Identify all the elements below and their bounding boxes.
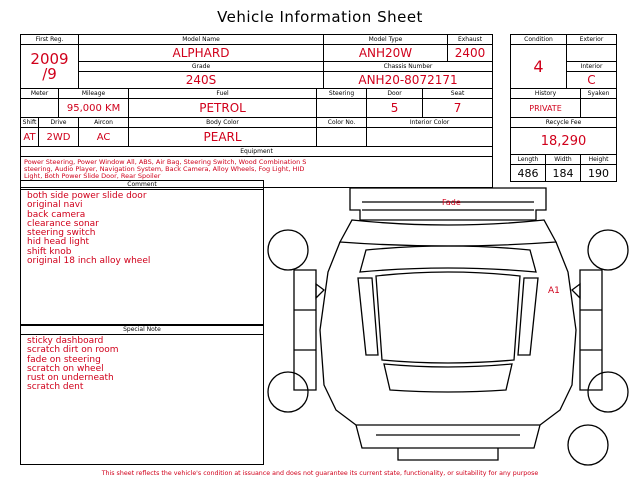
exterior-value [567,45,617,62]
special-note-label: Special Note [21,326,263,335]
width-label: Width [546,155,581,165]
first-reg-year: 2009 [30,49,69,68]
equipment-label: Equipment [21,147,493,157]
interior-color-label: Interior Color [367,118,493,128]
model-type-label: Model Type [324,35,448,45]
car-outline-diagram [266,180,640,470]
grade-label: Grade [79,62,324,72]
special-note-box [20,325,264,465]
list-item: hid head light [27,237,90,248]
list-item: steering switch [27,228,96,239]
chassis-label: Chassis Number [324,62,493,72]
mileage-value: 95,000 KM [59,99,129,118]
equipment-line: steering, Audio Player, Navigation System, Back Camera, Alloy Wheels, Fog Light, HID [24,165,305,173]
condition-table [510,34,617,89]
body-color-value: PEARL [129,128,317,147]
body-color-label: Body Color [129,118,317,128]
list-item: original 18 inch alloy wheel [27,256,151,267]
list-item: both side power slide door [27,191,147,201]
special-note-list [21,335,263,393]
damage-mark-a1: A1 [548,286,560,296]
exhaust-label: Exhaust [448,35,493,45]
vehicle-main-table [20,34,493,89]
equipment-line: Light, Both Power Slide Door, Rear Spoiler [24,172,161,180]
syaken-label: Syaken [581,89,617,99]
height-value: 190 [581,165,617,182]
meter-label: Meter [21,89,59,99]
drive-label: Drive [39,118,79,128]
exterior-label: Exterior [567,35,617,45]
recycle-fee-value: 18,290 [511,128,617,155]
list-item: original navi [27,200,83,211]
syaken-value [581,99,617,118]
aircon-label: Aircon [79,118,129,128]
condition-value: 4 [511,45,567,89]
interior-color-value [367,128,493,147]
door-value: 5 [367,99,423,118]
condition-label: Condition [511,35,567,45]
grade-value: 240S [79,72,324,89]
color-no-value [317,128,367,147]
vehicle-details-table [20,88,493,188]
comment-list [21,190,263,266]
comment-box [20,180,264,325]
list-item: rust on underneath [27,373,114,384]
damage-mark-fade: Fade [442,198,461,207]
chassis-value: ANH20-8072171 [324,72,493,89]
list-item: scratch dent [27,382,84,393]
history-label: History [511,89,581,99]
history-value: PRIVATE [511,99,581,118]
disclaimer-footer: This sheet reflects the vehicle's condition at issuance and does not guarantee its current state, functionality, or suitability for any purpose [101,470,539,477]
list-item: fade on steering [27,354,101,365]
fuel-value: PETROL [129,99,317,118]
interior-value: C [567,72,617,89]
drive-value: 2WD [39,128,79,147]
vehicle-diagram [266,180,640,470]
list-item: sticky dashboard [27,336,104,346]
shift-value: AT [21,128,39,147]
aircon-value: AC [79,128,129,147]
sheet-title: Vehicle Information Sheet [217,8,423,26]
first-reg-value [21,45,79,89]
steering-label: Steering [317,89,367,99]
list-item: shift knob [27,246,72,257]
fuel-label: Fuel [129,89,317,99]
model-type-value: ANH20W [324,45,448,62]
recycle-fee-label: Recycle Fee [511,118,617,128]
exhaust-value: 2400 [448,45,493,62]
list-item: scratch dirt on room [27,345,119,356]
model-name-value: ALPHARD [79,45,324,62]
seat-value: 7 [423,99,493,118]
seat-label: Seat [423,89,493,99]
height-label: Height [581,155,617,165]
interior-label: Interior [567,62,617,72]
mileage-label: Mileage [59,89,129,99]
comment-label: Comment [21,181,263,190]
first-reg-label: First Reg. [21,35,79,45]
list-item: back camera [27,209,86,220]
first-reg-month: /9 [42,64,57,83]
model-name-label: Model Name [79,35,324,45]
history-table [510,88,617,182]
width-value: 184 [546,165,581,182]
list-item: scratch on wheel [27,363,104,374]
meter-value [21,99,59,118]
color-no-label: Color No. [317,118,367,128]
length-value: 486 [511,165,546,182]
shift-label: Shift [21,118,39,128]
equipment-line: Power Steering, Power Window All, ABS, Air Bag, Steering Switch, Wood Combination S [24,158,307,166]
door-label: Door [367,89,423,99]
list-item: clearance sonar [27,218,99,229]
steering-value [317,99,367,118]
length-label: Length [511,155,546,165]
